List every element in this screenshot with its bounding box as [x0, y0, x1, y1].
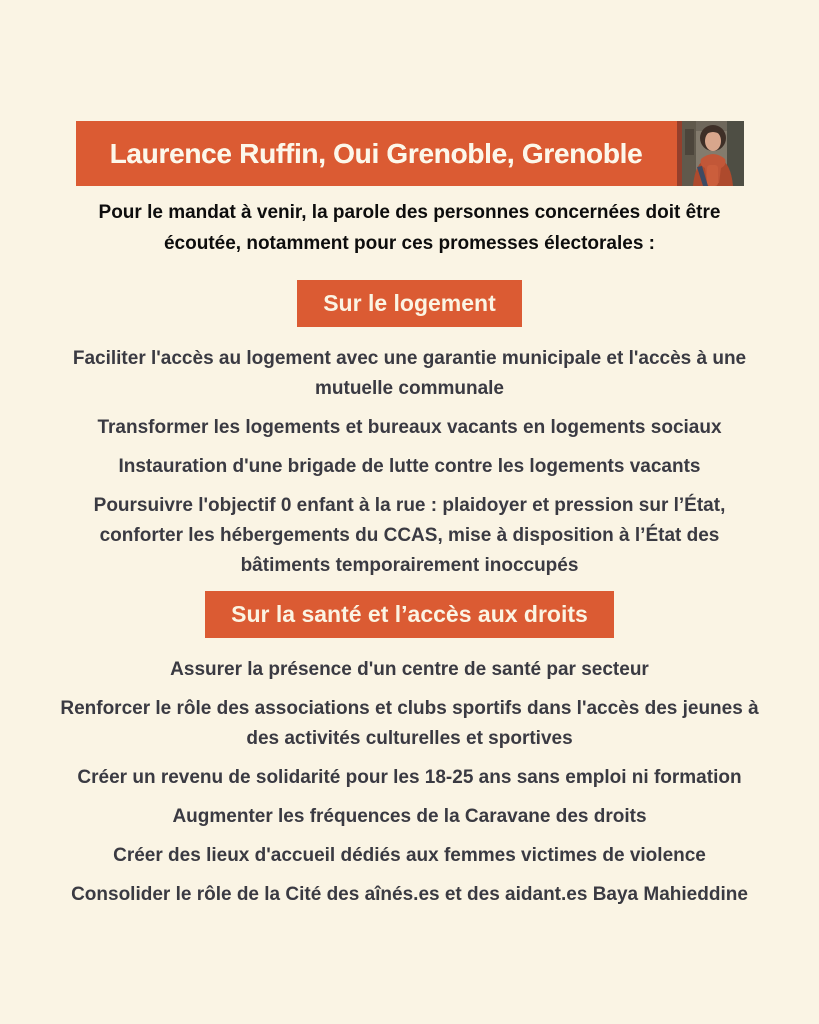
- promise-item: Assurer la présence d'un centre de santé par secteur: [170, 659, 649, 680]
- candidate-photo: [677, 121, 744, 186]
- header-banner: [76, 121, 744, 186]
- page-title: Laurence Ruffin, Oui Grenoble, Grenoble: [109, 137, 643, 169]
- section-badge-sante: Sur la santé et l’accès aux droits: [205, 591, 614, 638]
- promise-item: Augmenter les fréquences de la Caravane des droits: [172, 806, 647, 827]
- promise-item: Transformer les logements et bureaux vacants en logements sociaux: [97, 417, 722, 438]
- section-sante-items: [57, 655, 763, 910]
- section-logement-items: [57, 344, 763, 581]
- promise-item: Instauration d'une brigade de lutte contre les logements vacants: [118, 456, 701, 477]
- promise-item: Créer des lieux d'accueil dédiés aux femmes victimes de violence: [113, 845, 706, 866]
- promise-item: Consolider le rôle de la Cité des aînés.es et des aidant.es Baya Mahieddine: [71, 884, 748, 905]
- promise-item: Poursuivre l'objectif 0 enfant à la rue : plaidoyer et pression sur l’État, conforter les hébergements du CCAS, mise à disposition à l’État des bâtiments temporairement inoccupés: [93, 495, 726, 576]
- intro-text: Pour le mandat à venir, la parole des personnes concernées doit être écoutée, notamment pour ces promesses électorales :: [98, 202, 721, 254]
- promise-item: Renforcer le rôle des associations et clubs sportifs dans l'accès des jeunes à des activités culturelles et sportives: [60, 698, 759, 749]
- section-badge-logement: Sur le logement: [297, 280, 522, 327]
- promise-item: Créer un revenu de solidarité pour les 18-25 ans sans emploi ni formation: [77, 767, 742, 788]
- promise-item: Faciliter l'accès au logement avec une garantie municipale et l'accès à une mutuelle communale: [72, 348, 747, 399]
